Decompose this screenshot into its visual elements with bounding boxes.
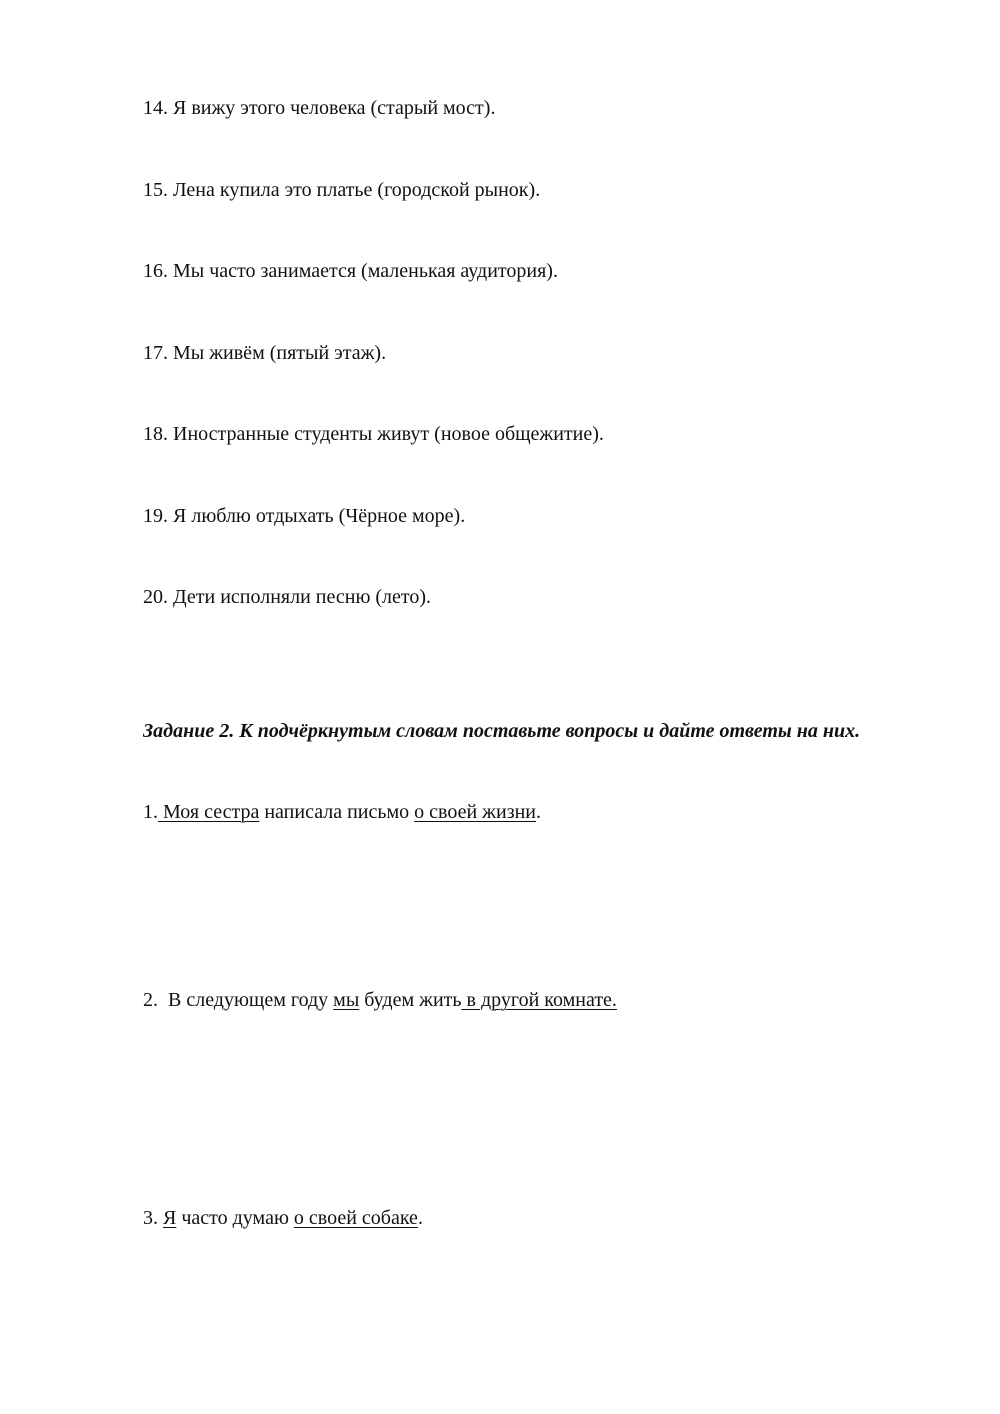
- item-number: 1.: [143, 801, 158, 823]
- underlined-object: о своей собаке: [293, 1207, 418, 1229]
- sentence-end: .: [536, 801, 542, 823]
- item-number: 3.: [143, 1207, 163, 1229]
- task-2-item-1: [143, 800, 541, 824]
- underlined-subject: Моя сестра: [158, 801, 260, 823]
- underlined-object: о своей жизни: [414, 801, 537, 823]
- exercise-item-14: 14. Я вижу этого человека (старый мост).: [143, 97, 496, 119]
- exercise-item-17: 17. Мы живём (пятый этаж).: [143, 342, 387, 364]
- exercise-item-15: 15. Лена купила это платье (городской рынок).: [143, 179, 541, 201]
- exercise-item-18: 18. Иностранные студенты живут (новое общежитие).: [143, 423, 604, 445]
- exercise-item-19: 19. Я люблю отдыхать (Чёрное море).: [143, 505, 466, 527]
- underlined-subject: Я: [163, 1207, 177, 1229]
- item-lead-text: 2. В следующем году: [143, 989, 334, 1011]
- sentence-end: .: [417, 1207, 423, 1229]
- underlined-subject: мы: [333, 989, 360, 1011]
- task-2-heading: Задание 2. К подчёркнутым словам поставьте вопросы и дайте ответы на них.: [143, 720, 861, 742]
- underlined-place: в другой комнате.: [461, 989, 617, 1011]
- plain-text: написала письмо: [259, 801, 415, 823]
- task-2-item-2: [143, 988, 617, 1012]
- plain-text: часто думаю: [176, 1207, 294, 1229]
- exercise-item-20: 20. Дети исполняли песню (лето).: [143, 586, 432, 608]
- plain-text: будем жить: [359, 989, 462, 1011]
- exercise-item-16: 16. Мы часто занимается (маленькая аудитория).: [143, 260, 558, 282]
- task-2-item-3: [143, 1206, 423, 1230]
